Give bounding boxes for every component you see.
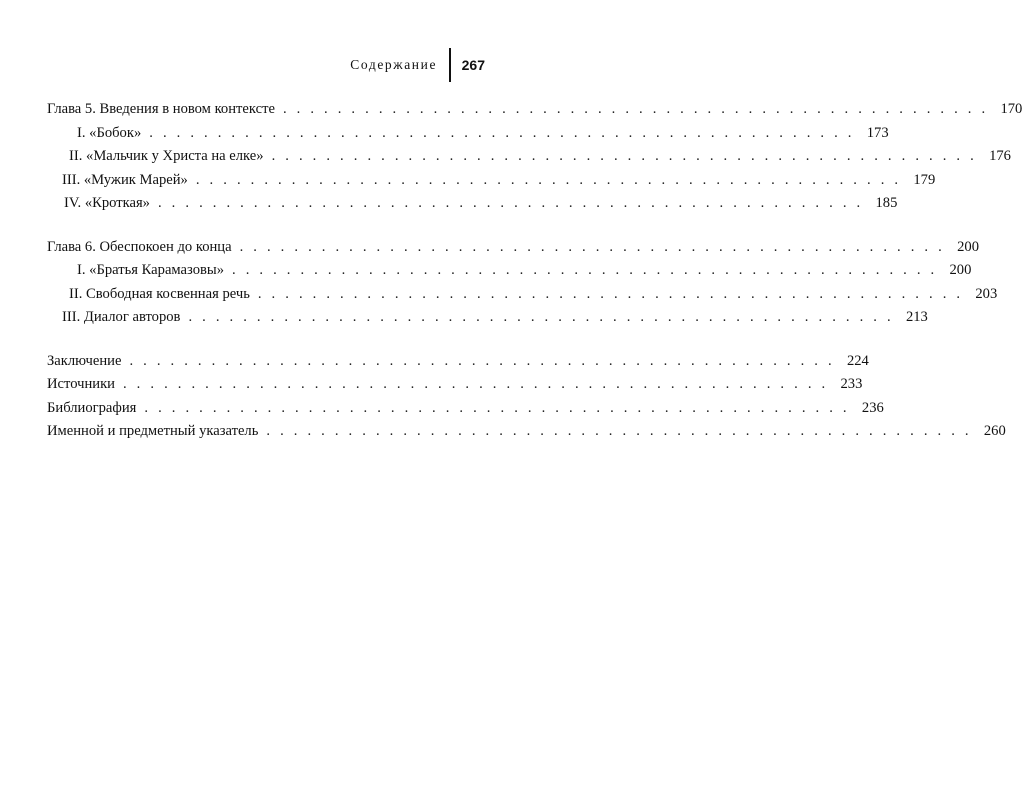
toc-entry-title: Глава 5. Введения в новом контексте — [47, 101, 275, 117]
toc-entry-title: Именной и предметный указатель — [47, 423, 259, 439]
toc-entry-title: IV. «Кроткая» — [64, 195, 150, 211]
dot-leader: . . . . . . . . . . . . . . . . . . . . . . . . . . . . . . . . . . . . . . . . . . . . . . . . . . . . — [188, 309, 894, 325]
toc-entry — [47, 259, 972, 283]
toc-entry-page: 213 — [905, 309, 928, 325]
toc-entry-page: 200 — [957, 238, 979, 255]
toc-entry-title: Заключение — [47, 352, 122, 369]
toc-entry — [47, 420, 1006, 444]
dot-leader: . . . . . . . . . . . . . . . . . . . . . . . . . . . . . . . . . . . . . . . . . . . . . . . . . . . . — [195, 171, 902, 188]
toc-entry-page: 236 — [861, 399, 884, 416]
header-divider — [449, 48, 451, 82]
toc-entry — [47, 283, 998, 307]
toc-chapter-5 — [47, 98, 1022, 216]
toc-entry-page: 260 — [983, 423, 1006, 439]
toc-entry-title: I. «Бобок» — [77, 124, 142, 141]
dot-leader: . . . . . . . . . . . . . . . . . . . . . . . . . . . . . . . . . . . . . . . . . . . . . . . . . . . . — [144, 399, 850, 416]
toc-entry — [47, 236, 979, 260]
toc-entry-page: 233 — [840, 376, 863, 392]
toc-entry-page: 185 — [875, 195, 898, 211]
toc-entry — [47, 373, 863, 397]
toc-entry-title: II. «Мальчик у Христа на елке» — [69, 148, 264, 164]
toc-chapter-6 — [47, 236, 998, 330]
toc-entry-page: 173 — [866, 124, 889, 141]
table-of-contents — [47, 98, 1022, 464]
toc-entry — [47, 122, 889, 146]
toc-entry-page: 203 — [975, 285, 998, 302]
section-title: Содержание — [350, 57, 438, 72]
dot-leader: . . . . . . . . . . . . . . . . . . . . . . . . . . . . . . . . . . . . . . . . . . . . . . . . . . . . — [239, 238, 945, 255]
toc-entry — [47, 306, 928, 330]
dot-leader: . . . . . . . . . . . . . . . . . . . . . . . . . . . . . . . . . . . . . . . . . . . . . . . . . . . . — [122, 376, 829, 392]
dot-leader: . . . . . . . . . . . . . . . . . . . . . . . . . . . . . . . . . . . . . . . . . . . . . . . . . . . . — [282, 101, 989, 117]
running-head — [350, 48, 485, 82]
toc-entry-page: 200 — [949, 262, 972, 278]
toc-entry-page: 224 — [846, 352, 869, 369]
toc-entry-title: I. «Братья Карамазовы» — [77, 262, 224, 278]
toc-back-matter — [47, 350, 1006, 444]
toc-entry-page: 176 — [989, 148, 1011, 164]
toc-entry-title: Библиография — [47, 399, 137, 416]
dot-leader: . . . . . . . . . . . . . . . . . . . . . . . . . . . . . . . . . . . . . . . . . . . . . . . . . . . . — [149, 124, 855, 141]
toc-entry-title: III. Диалог авторов — [62, 309, 181, 325]
dot-leader: . . . . . . . . . . . . . . . . . . . . . . . . . . . . . . . . . . . . . . . . . . . . . . . . . . . . — [271, 148, 977, 164]
toc-entry-title: Глава 6. Обеспокоен до конца — [47, 238, 232, 255]
dot-leader: . . . . . . . . . . . . . . . . . . . . . . . . . . . . . . . . . . . . . . . . . . . . . . . . . . . . — [257, 285, 964, 302]
toc-entry — [47, 98, 1022, 122]
dot-leader: . . . . . . . . . . . . . . . . . . . . . . . . . . . . . . . . . . . . . . . . . . . . . . . . . . . . — [232, 262, 938, 278]
dot-leader: . . . . . . . . . . . . . . . . . . . . . . . . . . . . . . . . . . . . . . . . . . . . . . . . . . . . — [266, 423, 972, 439]
toc-entry-title: III. «Мужик Марей» — [62, 171, 188, 188]
toc-entry-title: Источники — [47, 376, 115, 392]
dot-leader: . . . . . . . . . . . . . . . . . . . . . . . . . . . . . . . . . . . . . . . . . . . . . . . . . . . . — [157, 195, 864, 211]
toc-entry — [47, 350, 869, 374]
toc-entry — [47, 169, 936, 193]
toc-entry-title: II. Свободная косвенная речь — [69, 285, 250, 302]
toc-entry-page: 179 — [913, 171, 936, 188]
dot-leader: . . . . . . . . . . . . . . . . . . . . . . . . . . . . . . . . . . . . . . . . . . . . . . . . . . . . — [129, 352, 835, 369]
page-number: 267 — [461, 57, 485, 73]
toc-entry — [47, 145, 1011, 169]
toc-entry-page: 170 — [1000, 101, 1022, 117]
toc-entry — [47, 192, 898, 216]
toc-entry — [47, 397, 884, 421]
